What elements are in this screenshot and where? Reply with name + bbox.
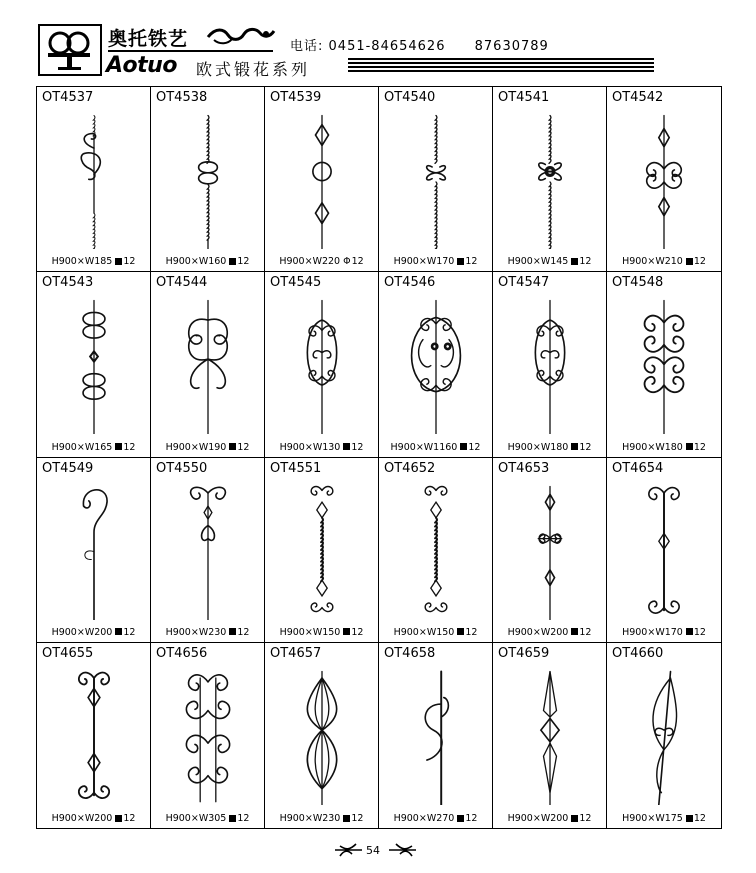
- square-bar-icon: [343, 443, 350, 450]
- spec-bar-size: 12: [123, 813, 136, 824]
- product-cell: [151, 87, 265, 272]
- spec-height: H900: [393, 256, 419, 268]
- spec-width: W190: [198, 441, 227, 453]
- spec-height: H900: [507, 256, 533, 268]
- square-bar-icon: [115, 628, 122, 635]
- spec-bar-size: 12: [351, 441, 364, 453]
- round-bar-icon: Φ: [343, 256, 351, 268]
- product-spec: [37, 442, 150, 453]
- product-code: OT4544: [156, 275, 208, 291]
- iron-stroke: [189, 319, 208, 344]
- iron-stroke: [84, 500, 91, 507]
- product-code: OT4653: [498, 460, 550, 476]
- spec-bar-size: 12: [465, 626, 478, 638]
- product-spec: [607, 627, 721, 638]
- product-spec: [265, 627, 378, 638]
- baluster-illustration: [493, 109, 607, 249]
- page-header: [0, 0, 756, 84]
- iron-stroke: [200, 678, 216, 802]
- spec-bar-size: 12: [351, 256, 364, 268]
- product-spec: [37, 256, 150, 267]
- spec-times: ×: [647, 441, 656, 453]
- product-code: OT4548: [612, 275, 664, 291]
- iron-stroke: [207, 116, 209, 164]
- spec-times: ×: [304, 813, 313, 824]
- brand-name-en: Aotuo: [106, 53, 177, 78]
- spec-bar-size: 12: [465, 256, 478, 268]
- iron-stroke: [208, 319, 227, 344]
- product-cell: [37, 87, 151, 272]
- spec-height: H900: [165, 441, 191, 453]
- product-cell: [493, 643, 607, 828]
- product-cell: [379, 87, 493, 272]
- product-spec: [379, 256, 492, 267]
- spec-width: W200: [84, 626, 113, 638]
- square-bar-icon: [686, 258, 693, 265]
- phone-label: 电话:: [290, 39, 324, 54]
- header-stripes: [348, 58, 654, 74]
- iron-stroke: [85, 550, 94, 559]
- spec-bar-size: 12: [693, 813, 706, 824]
- baluster-illustration: [607, 109, 721, 249]
- product-spec: [37, 627, 150, 638]
- product-grid: [36, 86, 722, 829]
- product-code: OT4655: [42, 645, 94, 661]
- spec-height: H900: [622, 626, 648, 638]
- spec-width: W270: [426, 813, 455, 824]
- product-code: OT4542: [612, 90, 664, 105]
- spec-times: ×: [647, 813, 656, 824]
- product-code: OT4660: [612, 645, 664, 661]
- spec-times: ×: [304, 626, 313, 638]
- iron-stroke: [199, 162, 218, 184]
- spec-height: H900: [51, 441, 77, 453]
- baluster-illustration: [493, 294, 607, 434]
- spec-width: W145: [540, 256, 569, 268]
- spec-height: H900: [393, 626, 419, 638]
- baluster-illustration: [379, 109, 493, 249]
- spec-width: W170: [426, 256, 455, 268]
- iron-stroke: [208, 335, 227, 360]
- baluster-illustration: [37, 480, 151, 620]
- baluster-illustration: [151, 109, 265, 249]
- square-bar-icon: [115, 815, 122, 822]
- spec-bar-size: 12: [237, 256, 250, 268]
- brand-logo: [38, 24, 102, 76]
- baluster-illustration: [607, 294, 721, 434]
- spec-bar-size: 12: [237, 813, 250, 824]
- spec-width: W180: [540, 441, 569, 453]
- spec-times: ×: [76, 813, 85, 824]
- product-code: OT4549: [42, 460, 94, 476]
- spec-times: ×: [418, 256, 427, 268]
- spec-width: W220: [312, 256, 341, 268]
- square-bar-icon: [457, 258, 464, 265]
- spec-times: ×: [76, 256, 85, 268]
- square-bar-icon: [343, 628, 350, 635]
- phone-number-2: 87630789: [474, 39, 549, 54]
- spec-bar-size: 12: [237, 626, 250, 638]
- iron-stroke: [321, 517, 323, 580]
- spec-bar-size: 12: [465, 813, 478, 824]
- product-cell: [151, 272, 265, 457]
- spec-width: W1160: [423, 441, 458, 453]
- spec-height: H900: [393, 813, 419, 824]
- spec-width: W210: [655, 256, 683, 268]
- product-spec: [379, 442, 492, 453]
- iron-stroke: [311, 602, 333, 611]
- spec-bar-size: 12: [468, 441, 481, 453]
- iron-stroke: [655, 728, 673, 735]
- spec-height: H900: [507, 441, 533, 453]
- spec-height: H900: [390, 441, 416, 453]
- product-code: OT4654: [612, 460, 664, 476]
- spec-height: H900: [622, 813, 648, 824]
- spec-bar-size: 12: [579, 256, 592, 268]
- iron-stroke: [317, 580, 327, 596]
- brand-underline: [108, 50, 273, 52]
- spec-times: ×: [532, 813, 541, 824]
- product-cell: [37, 272, 151, 457]
- spec-height: H900: [51, 256, 77, 268]
- series-title: 欧式锻花系列: [196, 60, 311, 79]
- iron-stroke: [539, 163, 561, 180]
- product-spec: [607, 256, 721, 267]
- product-spec: [265, 256, 378, 267]
- iron-stroke: [435, 116, 437, 164]
- product-cell: [37, 643, 151, 828]
- product-code: OT4551: [270, 460, 322, 476]
- iron-stroke: [427, 166, 446, 180]
- product-code: OT4541: [498, 90, 550, 105]
- iron-stroke: [189, 335, 208, 360]
- spec-height: H900: [165, 256, 191, 268]
- dragon-icon: [206, 25, 276, 47]
- product-spec: [151, 256, 264, 267]
- product-code: OT4658: [384, 645, 436, 661]
- square-bar-icon: [343, 815, 350, 822]
- spec-height: H900: [51, 813, 77, 824]
- spec-bar-size: 12: [351, 813, 364, 824]
- baluster-illustration: [265, 109, 379, 249]
- iron-stroke: [186, 735, 229, 752]
- spec-times: ×: [76, 441, 85, 453]
- spec-bar-size: 12: [351, 626, 364, 638]
- baluster-illustration: [607, 480, 721, 620]
- spec-times: ×: [647, 256, 656, 268]
- baluster-illustration: [37, 109, 151, 249]
- spec-times: ×: [532, 626, 541, 638]
- iron-stroke: [207, 185, 209, 241]
- square-bar-icon: [229, 443, 236, 450]
- square-bar-icon: [229, 628, 236, 635]
- iron-stroke: [549, 116, 551, 164]
- spec-width: W150: [312, 626, 341, 638]
- spec-height: H900: [279, 813, 305, 824]
- spec-height: H900: [165, 626, 191, 638]
- spec-bar-size: 12: [123, 626, 136, 638]
- product-spec: [379, 627, 492, 638]
- product-spec: [493, 813, 606, 824]
- spec-times: ×: [190, 626, 199, 638]
- product-cell: [265, 643, 379, 828]
- iron-stroke: [431, 580, 441, 596]
- spec-width: W185: [84, 256, 113, 268]
- ot-logo-icon: [40, 26, 100, 74]
- spec-times: ×: [418, 626, 427, 638]
- spec-bar-size: 12: [123, 256, 136, 268]
- spec-width: W200: [540, 626, 569, 638]
- spec-height: H900: [507, 626, 533, 638]
- spec-bar-size: 12: [693, 441, 706, 453]
- product-code: OT4547: [498, 275, 550, 291]
- product-code: OT4546: [384, 275, 436, 291]
- baluster-illustration: [379, 665, 493, 805]
- product-spec: [493, 627, 606, 638]
- iron-stroke: [425, 602, 447, 611]
- square-bar-icon: [571, 258, 578, 265]
- iron-stroke: [311, 486, 333, 495]
- spec-height: H900: [51, 626, 77, 638]
- square-bar-icon: [457, 628, 464, 635]
- product-code: OT4538: [156, 90, 208, 105]
- product-spec: [379, 813, 492, 824]
- baluster-illustration: [379, 294, 493, 434]
- baluster-illustration: [151, 665, 265, 805]
- iron-stroke: [208, 487, 225, 499]
- product-spec: [151, 627, 264, 638]
- brand-name-cn: 奥托铁艺: [108, 28, 189, 50]
- spec-width: W165: [84, 441, 113, 453]
- spec-bar-size: 12: [237, 441, 250, 453]
- spec-height: H900: [279, 626, 305, 638]
- product-cell: [493, 458, 607, 643]
- square-bar-icon: [457, 815, 464, 822]
- spec-width: W175: [655, 813, 683, 824]
- spec-times: ×: [418, 813, 427, 824]
- product-cell: [493, 272, 607, 457]
- product-code: OT4545: [270, 275, 322, 291]
- iron-stroke: [435, 517, 437, 580]
- product-cell: [265, 87, 379, 272]
- square-bar-icon: [229, 815, 236, 822]
- spec-height: H900: [279, 441, 305, 453]
- iron-stroke: [93, 213, 95, 249]
- spec-width: W130: [312, 441, 341, 453]
- iron-stroke: [435, 182, 437, 249]
- product-code: OT4657: [270, 645, 322, 661]
- square-bar-icon: [115, 258, 122, 265]
- spec-width: W305: [198, 813, 227, 824]
- square-bar-icon: [686, 815, 693, 822]
- iron-stroke: [186, 701, 229, 718]
- product-code: OT4537: [42, 90, 94, 105]
- square-bar-icon: [686, 443, 693, 450]
- spec-times: ×: [532, 441, 541, 453]
- spec-times: ×: [76, 626, 85, 638]
- product-spec: [265, 442, 378, 453]
- product-code: OT4652: [384, 460, 436, 476]
- square-bar-icon: [571, 815, 578, 822]
- spec-bar-size: 12: [693, 626, 706, 638]
- spec-height: H900: [622, 441, 648, 453]
- product-spec: [265, 813, 378, 824]
- baluster-illustration: [37, 294, 151, 434]
- baluster-illustration: [265, 665, 379, 805]
- iron-stroke: [441, 697, 448, 717]
- baluster-illustration: [493, 480, 607, 620]
- iron-stroke: [431, 502, 441, 518]
- square-bar-icon: [686, 628, 693, 635]
- spec-width: W160: [198, 256, 227, 268]
- spec-width: W230: [312, 813, 341, 824]
- square-bar-icon: [460, 443, 467, 450]
- iron-stroke: [317, 502, 327, 518]
- spec-bar-size: 12: [693, 256, 706, 268]
- product-cell: [265, 458, 379, 643]
- iron-stroke: [425, 704, 442, 760]
- spec-height: H900: [279, 256, 305, 268]
- baluster-illustration: [379, 480, 493, 620]
- product-code: OT4659: [498, 645, 550, 661]
- product-cell: [607, 87, 721, 272]
- phone-number-1: 0451-84654626: [328, 39, 446, 54]
- iron-stroke: [189, 675, 228, 690]
- iron-stroke: [549, 182, 551, 249]
- spec-bar-size: 12: [579, 626, 592, 638]
- spec-height: H900: [622, 256, 648, 268]
- square-bar-icon: [229, 258, 236, 265]
- spec-height: H900: [165, 813, 191, 824]
- product-spec: [607, 813, 721, 824]
- baluster-illustration: [37, 665, 151, 805]
- product-spec: [493, 442, 606, 453]
- iron-stroke: [191, 487, 208, 499]
- product-spec: [151, 813, 264, 824]
- square-bar-icon: [571, 443, 578, 450]
- spec-width: W230: [198, 626, 227, 638]
- product-cell: [379, 643, 493, 828]
- product-spec: [151, 442, 264, 453]
- square-bar-icon: [571, 628, 578, 635]
- baluster-illustration: [265, 480, 379, 620]
- iron-stroke: [425, 486, 447, 495]
- spec-times: ×: [415, 441, 424, 453]
- spec-times: ×: [190, 256, 199, 268]
- spec-width: W200: [84, 813, 113, 824]
- product-spec: [37, 813, 150, 824]
- product-cell: [265, 272, 379, 457]
- spec-bar-size: 12: [579, 813, 592, 824]
- product-cell: [37, 458, 151, 643]
- baluster-illustration: [607, 665, 721, 805]
- spec-times: ×: [647, 626, 656, 638]
- product-cell: [493, 87, 607, 272]
- product-cell: [607, 643, 721, 828]
- iron-stroke: [189, 767, 228, 782]
- iron-stroke: [81, 153, 100, 180]
- product-spec: [607, 442, 721, 453]
- spec-width: W180: [655, 441, 683, 453]
- iron-stroke: [83, 489, 107, 619]
- baluster-illustration: [265, 294, 379, 434]
- baluster-illustration: [493, 665, 607, 805]
- square-bar-icon: [115, 443, 122, 450]
- spec-bar-size: 12: [579, 441, 592, 453]
- product-cell: [607, 272, 721, 457]
- spec-height: H900: [507, 813, 533, 824]
- baluster-illustration: [151, 480, 265, 620]
- spec-width: W170: [655, 626, 683, 638]
- spec-times: ×: [190, 441, 199, 453]
- product-cell: [151, 458, 265, 643]
- iron-stroke: [432, 344, 450, 349]
- spec-times: ×: [304, 441, 313, 453]
- spec-width: W200: [540, 813, 569, 824]
- product-code: OT4540: [384, 90, 436, 105]
- product-code: OT4543: [42, 275, 94, 291]
- product-code: OT4550: [156, 460, 208, 476]
- baluster-illustration: [151, 294, 265, 434]
- product-cell: [151, 643, 265, 828]
- spec-bar-size: 12: [123, 441, 136, 453]
- spec-times: ×: [190, 813, 199, 824]
- spec-times: ×: [532, 256, 541, 268]
- spec-times: ×: [304, 256, 313, 268]
- page-footer: [0, 838, 756, 862]
- product-code: OT4539: [270, 90, 322, 105]
- product-cell: [607, 458, 721, 643]
- product-spec: [493, 256, 606, 267]
- product-cell: [379, 458, 493, 643]
- contact-info: [290, 35, 549, 54]
- spec-width: W150: [426, 626, 455, 638]
- product-cell: [379, 272, 493, 457]
- product-code: OT4656: [156, 645, 208, 661]
- page-number: 54: [366, 844, 380, 857]
